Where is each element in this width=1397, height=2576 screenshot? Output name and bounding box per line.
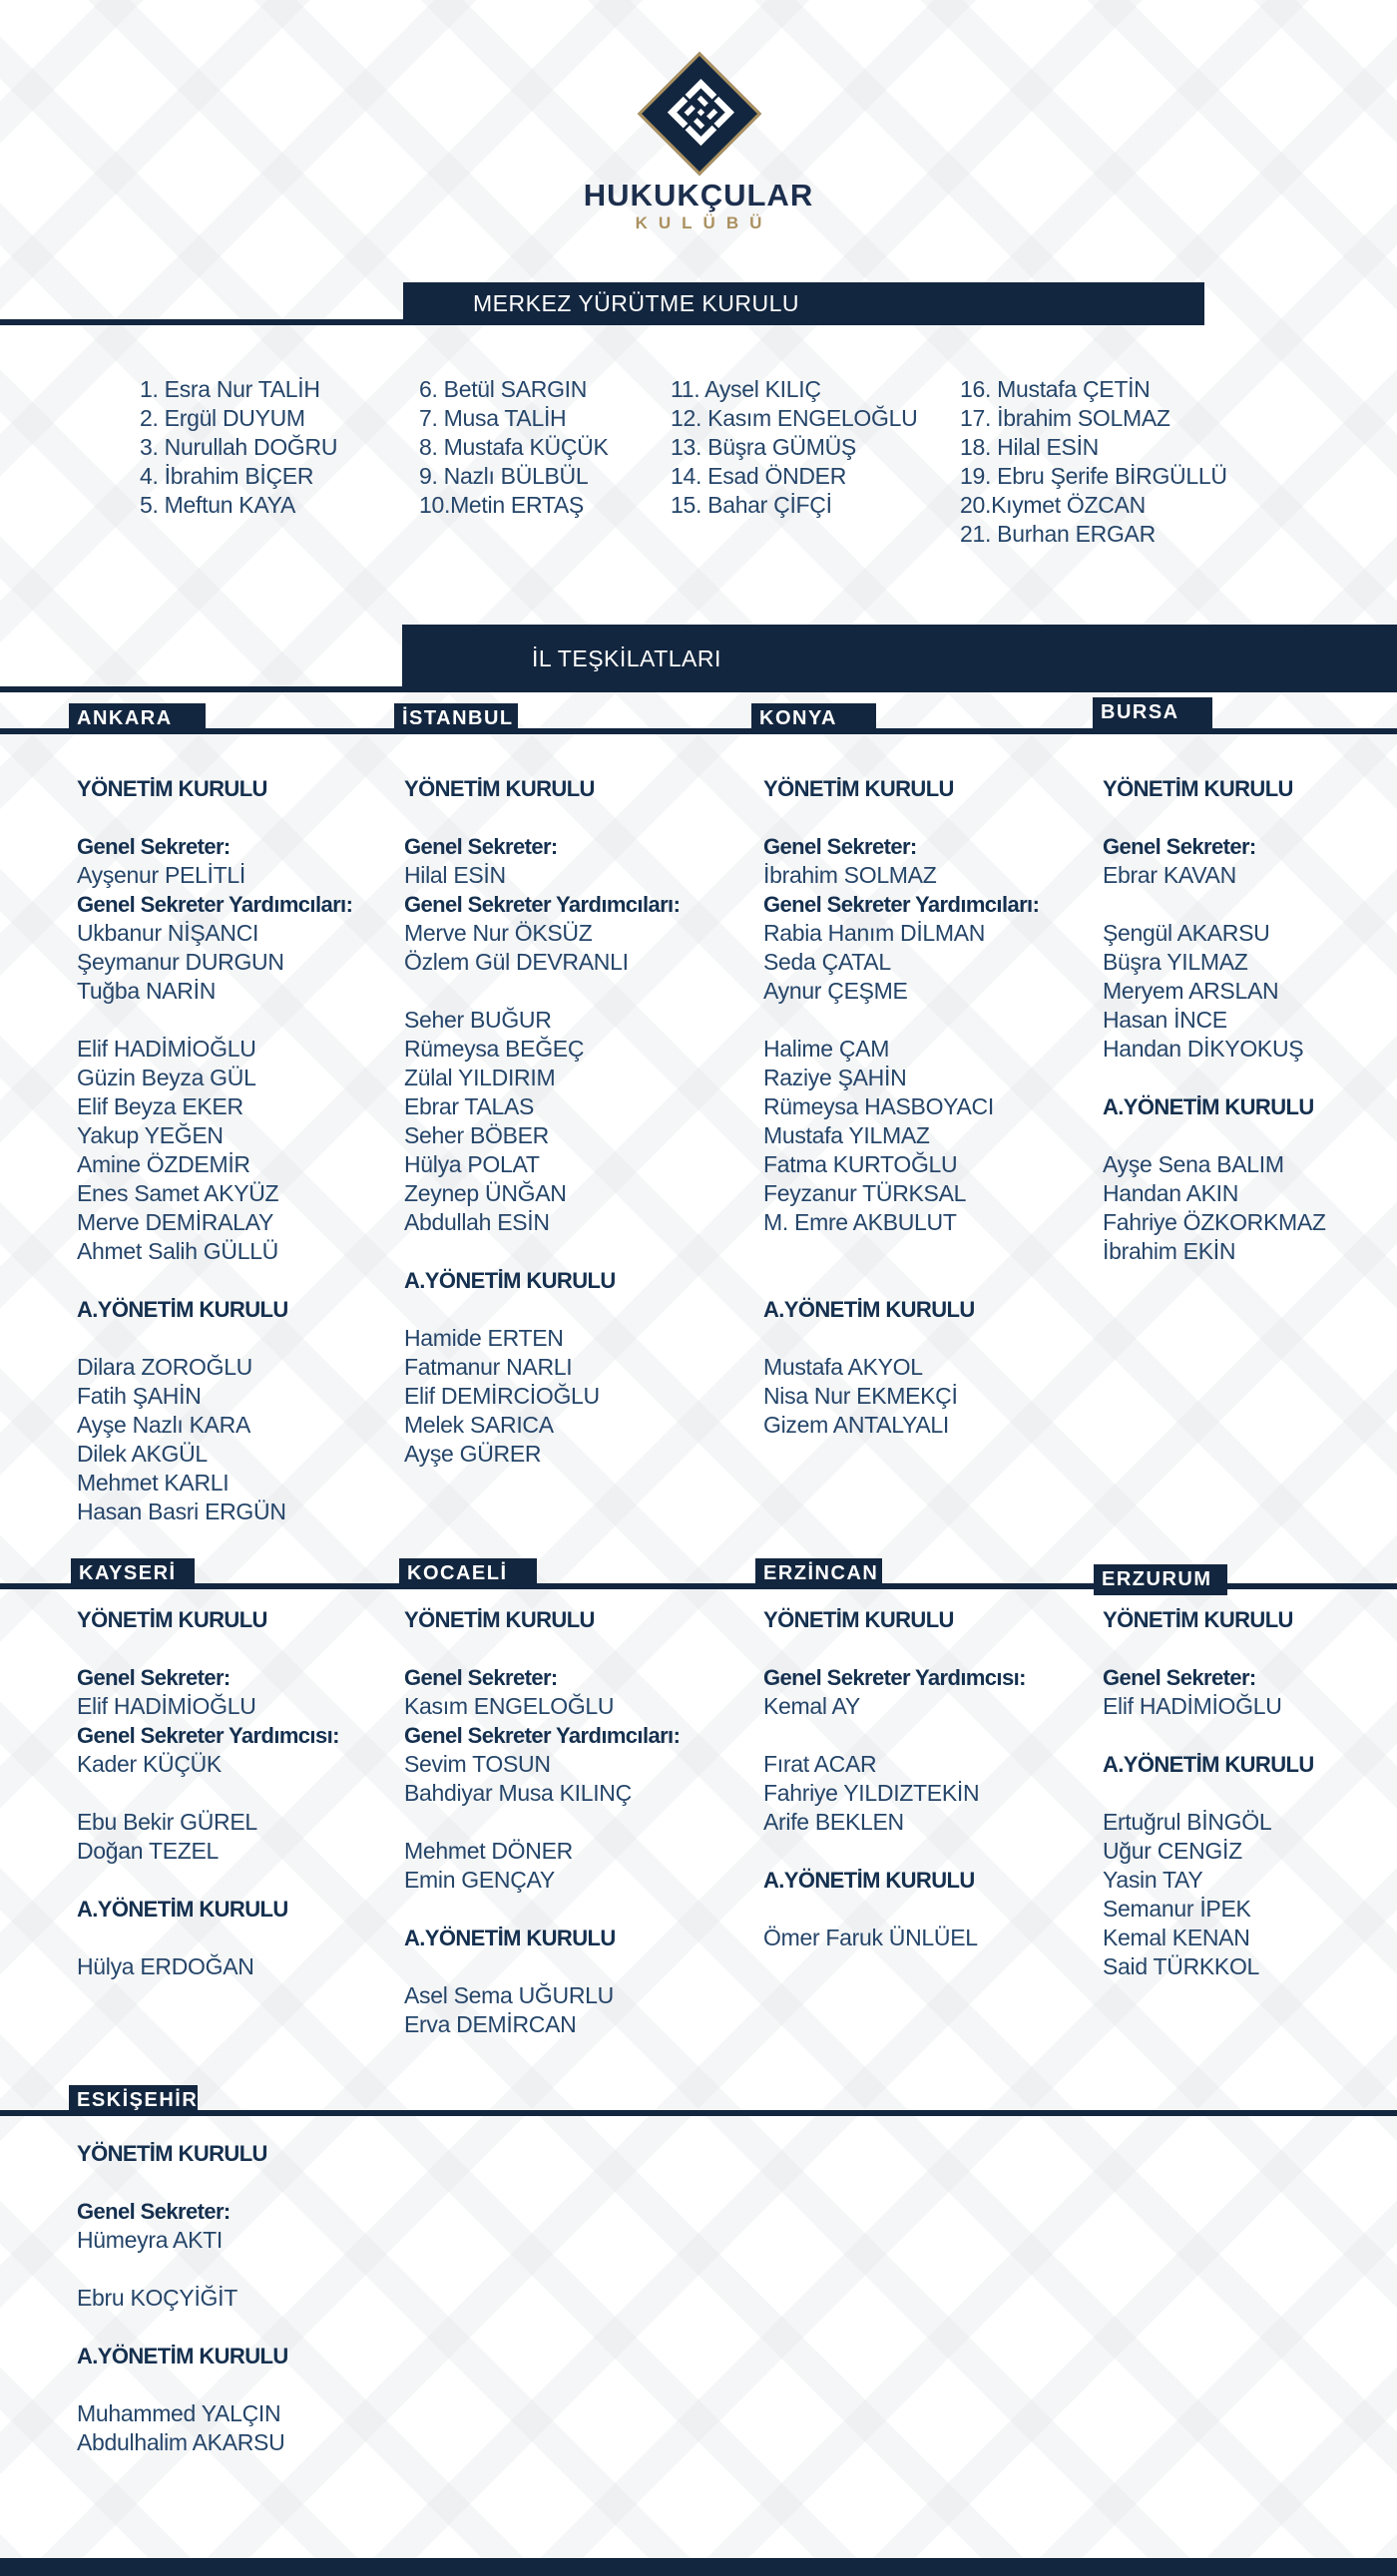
member-name: Merve Nur ÖKSÜZ bbox=[404, 920, 593, 946]
member-name: Aynur ÇEŞME bbox=[763, 978, 908, 1004]
member-name: Hümeyra AKTI bbox=[77, 2227, 223, 2253]
member-name: Elif HADİMİOĞLU bbox=[77, 1036, 256, 1062]
member-name: Ebrar KAVAN bbox=[1103, 862, 1236, 888]
member-name: Ebu Bekir GÜREL bbox=[77, 1809, 257, 1835]
merkez-column bbox=[140, 375, 337, 520]
role-label: Genel Sekreter Yardımcıları: bbox=[404, 1723, 681, 1748]
member-name: Raziye ŞAHİN bbox=[763, 1065, 907, 1090]
member-name: Hasan Basri ERGÜN bbox=[77, 1499, 286, 1524]
member-name: Meryem ARSLAN bbox=[1103, 978, 1279, 1004]
member-name: Fatih ŞAHİN bbox=[77, 1383, 202, 1409]
member-name: Seda ÇATAL bbox=[763, 949, 891, 975]
role-label: Genel Sekreter: bbox=[1103, 1665, 1256, 1690]
section-heading: YÖNETİM KURULU bbox=[77, 776, 267, 801]
section-heading: A.YÖNETİM KURULU bbox=[77, 1297, 288, 1322]
merkez-header-bar bbox=[403, 282, 1204, 325]
member-name: Rümeysa HASBOYACI bbox=[763, 1093, 994, 1119]
merkez-member-name: 13. Büşra GÜMÜŞ bbox=[671, 434, 856, 460]
member-name: Kemal AY bbox=[763, 1693, 860, 1719]
member-name: Rümeysa BEĞEÇ bbox=[404, 1036, 585, 1062]
spacer bbox=[404, 1237, 748, 1266]
merkez-member-name: 3. Nurullah DOĞRU bbox=[140, 434, 338, 460]
member-name: Hilal ESİN bbox=[404, 862, 506, 888]
member-name: Ahmet Salih GÜLLÜ bbox=[77, 1238, 278, 1264]
city-label-kocaeli: KOCAELİ bbox=[399, 1558, 537, 1589]
member-name: Elif DEMİRCİOĞLU bbox=[404, 1383, 600, 1409]
member-name: Ayşe GÜRER bbox=[404, 1441, 542, 1467]
spacer bbox=[1103, 1779, 1397, 1808]
section-heading: A.YÖNETİM KURULU bbox=[1103, 1094, 1314, 1119]
spacer bbox=[404, 1634, 748, 1663]
city-label-eskisehir: ESKİŞEHİR bbox=[69, 2085, 198, 2116]
spacer bbox=[763, 1266, 1108, 1295]
member-name: Fatmanur NARLI bbox=[404, 1354, 573, 1380]
spacer bbox=[1103, 1064, 1397, 1092]
member-name: Erva DEMİRCAN bbox=[404, 2011, 577, 2037]
spacer bbox=[77, 1779, 421, 1808]
spacer bbox=[1103, 1721, 1397, 1750]
member-name: Dilek AKGÜL bbox=[77, 1441, 208, 1467]
city-column-bursa bbox=[1103, 774, 1397, 1266]
member-name: Asel Sema UĞURLU bbox=[404, 1982, 614, 2008]
member-name: Kader KÜÇÜK bbox=[77, 1751, 222, 1777]
member-name: Muhammed YALÇIN bbox=[77, 2400, 281, 2426]
member-name: Yakup YEĞEN bbox=[77, 1122, 224, 1148]
member-name: Seher BUĞUR bbox=[404, 1007, 552, 1033]
member-name: Bahdiyar Musa KILINÇ bbox=[404, 1780, 632, 1806]
cities-row1-rule bbox=[0, 728, 1397, 734]
member-name: Hamide ERTEN bbox=[404, 1325, 564, 1351]
section-heading: A.YÖNETİM KURULU bbox=[77, 2344, 288, 2368]
city-label-erzincan: ERZİNCAN bbox=[755, 1558, 882, 1589]
member-name: Nisa Nur EKMEKÇİ bbox=[763, 1383, 958, 1409]
section-heading: A.YÖNETİM KURULU bbox=[763, 1297, 975, 1322]
city-label-erzurum: ERZURUM bbox=[1094, 1564, 1227, 1595]
member-name: Zeynep ÜNĞAN bbox=[404, 1180, 567, 1206]
logo-subtitle: KULÜBÜ bbox=[635, 214, 773, 232]
spacer bbox=[763, 1895, 1108, 1924]
member-name: Şengül AKARSU bbox=[1103, 920, 1270, 946]
role-label: Genel Sekreter Yardımcıları: bbox=[763, 892, 1040, 917]
merkez-member-name: 12. Kasım ENGELOĞLU bbox=[671, 405, 918, 431]
merkez-member-name: 16. Mustafa ÇETİN bbox=[960, 376, 1151, 402]
spacer bbox=[763, 1634, 1108, 1663]
merkez-member-name: 4. İbrahim BİÇER bbox=[140, 463, 314, 489]
merkez-member-name: 11. Aysel KILIÇ bbox=[671, 376, 821, 402]
merkez-member-name: 1. Esra Nur TALİH bbox=[140, 376, 320, 402]
spacer bbox=[763, 1006, 1108, 1035]
member-name: Emin GENÇAY bbox=[404, 1867, 555, 1893]
footer-bar bbox=[0, 2558, 1397, 2576]
merkez-member-name: 20.Kıymet ÖZCAN bbox=[960, 492, 1146, 518]
member-name: Şeymanur DURGUN bbox=[77, 949, 284, 975]
city-column-kocaeli bbox=[404, 1605, 748, 2039]
member-name: Özlem Gül DEVRANLI bbox=[404, 949, 629, 975]
city-column-ankara bbox=[77, 774, 421, 1526]
member-name: Ertuğrul BİNGÖL bbox=[1103, 1809, 1272, 1835]
section-heading: YÖNETİM KURULU bbox=[404, 776, 595, 801]
merkez-member-name: 14. Esad ÖNDER bbox=[671, 463, 847, 489]
member-name: Abdulhalim AKARSU bbox=[77, 2429, 285, 2455]
spacer bbox=[77, 2313, 421, 2342]
member-name: Hülya ERDOĞAN bbox=[77, 1953, 254, 1979]
spacer bbox=[1103, 803, 1397, 832]
spacer bbox=[1103, 1634, 1397, 1663]
spacer bbox=[763, 1324, 1108, 1353]
section-heading: YÖNETİM KURULU bbox=[1103, 1607, 1293, 1632]
member-name: Abdullah ESİN bbox=[404, 1209, 550, 1235]
merkez-column bbox=[960, 375, 1227, 549]
role-label: Genel Sekreter Yardımcıları: bbox=[77, 892, 353, 917]
merkez-member-name: 8. Mustafa KÜÇÜK bbox=[419, 434, 609, 460]
merkez-member-name: 10.Metin ERTAŞ bbox=[419, 492, 584, 518]
member-name: Büşra YILMAZ bbox=[1103, 949, 1248, 975]
section-heading: A.YÖNETİM KURULU bbox=[1103, 1752, 1314, 1777]
member-name: Tuğba NARİN bbox=[77, 978, 217, 1004]
member-name: Ebrar TALAS bbox=[404, 1093, 535, 1119]
member-name: Doğan TEZEL bbox=[77, 1838, 220, 1864]
role-label: Genel Sekreter: bbox=[404, 834, 558, 859]
member-name: Amine ÖZDEMİR bbox=[77, 1151, 250, 1177]
city-column-eskisehir bbox=[77, 2139, 421, 2457]
member-name: Ebru KOÇYİĞİT bbox=[77, 2285, 237, 2311]
city-label-kayseri: KAYSERİ bbox=[71, 1558, 195, 1589]
member-name: Fahriye YILDIZTEKİN bbox=[763, 1780, 980, 1806]
member-name: Seher BÖBER bbox=[404, 1122, 549, 1148]
member-name: Sevim TOSUN bbox=[404, 1751, 551, 1777]
member-name: Ömer Faruk ÜNLÜEL bbox=[763, 1925, 978, 1950]
member-name: Fahriye ÖZKORKMAZ bbox=[1103, 1209, 1326, 1235]
spacer bbox=[77, 1866, 421, 1895]
spacer bbox=[77, 1266, 421, 1295]
il-left-rule bbox=[0, 686, 402, 692]
city-label-bursa: BURSA bbox=[1093, 697, 1212, 728]
member-name: Ukbanur NİŞANCI bbox=[77, 920, 259, 946]
member-name: Hasan İNCE bbox=[1103, 1007, 1227, 1033]
merkez-title: MERKEZ YÜRÜTME KURULU bbox=[473, 290, 799, 316]
member-name: Ayşe Nazlı KARA bbox=[77, 1412, 251, 1438]
member-name: Handan AKIN bbox=[1103, 1180, 1239, 1206]
city-column-erzincan bbox=[763, 1605, 1108, 1952]
role-label: Genel Sekreter Yardımcısı: bbox=[763, 1665, 1026, 1690]
city-label-konya: KONYA bbox=[751, 703, 876, 734]
member-name: Zülal YILDIRIM bbox=[404, 1065, 556, 1090]
spacer bbox=[77, 1006, 421, 1035]
member-name: M. Emre AKBULUT bbox=[763, 1209, 957, 1235]
il-title: İL TEŞKİLATLARI bbox=[532, 644, 721, 671]
spacer bbox=[77, 2168, 421, 2197]
member-name: Fırat ACAR bbox=[763, 1751, 877, 1777]
member-name: Gizem ANTALYALI bbox=[763, 1412, 949, 1438]
member-name: Elif HADİMİOĞLU bbox=[1103, 1693, 1282, 1719]
member-name: Rabia Hanım DİLMAN bbox=[763, 920, 986, 946]
cities-row3-rule bbox=[0, 2110, 1397, 2116]
merkez-member-name: 21. Burhan ERGAR bbox=[960, 521, 1156, 547]
member-name: Mehmet KARLI bbox=[77, 1470, 230, 1496]
logo-diamond bbox=[638, 52, 761, 176]
merkez-member-name: 18. Hilal ESİN bbox=[960, 434, 1099, 460]
member-name: Mehmet DÖNER bbox=[404, 1838, 573, 1864]
member-name: Hülya POLAT bbox=[404, 1151, 540, 1177]
member-name: Said TÜRKKOL bbox=[1103, 1953, 1260, 1979]
merkez-member-name: 15. Bahar ÇİFÇİ bbox=[671, 492, 832, 518]
logo-kufic-icon bbox=[657, 71, 742, 157]
city-column-kayseri bbox=[77, 1605, 421, 1981]
member-name: Fatma KURTOĞLU bbox=[763, 1151, 958, 1177]
spacer bbox=[77, 2370, 421, 2399]
il-header-bar bbox=[402, 625, 1397, 692]
spacer bbox=[404, 1295, 748, 1324]
spacer bbox=[763, 1237, 1108, 1266]
member-name: Kemal KENAN bbox=[1103, 1925, 1250, 1950]
spacer bbox=[763, 1837, 1108, 1866]
role-label: Genel Sekreter: bbox=[404, 1665, 558, 1690]
member-name: Uğur CENGİZ bbox=[1103, 1838, 1242, 1864]
merkez-left-rule bbox=[0, 319, 403, 325]
member-name: Merve DEMİRALAY bbox=[77, 1209, 274, 1235]
role-label: Genel Sekreter: bbox=[77, 834, 231, 859]
spacer bbox=[77, 1634, 421, 1663]
merkez-member-name: 7. Musa TALİH bbox=[419, 405, 567, 431]
city-label-ankara: ANKARA bbox=[69, 703, 206, 734]
role-label: Genel Sekreter: bbox=[77, 1665, 231, 1690]
section-heading: A.YÖNETİM KURULU bbox=[77, 1897, 288, 1922]
member-name: İbrahim EKİN bbox=[1103, 1238, 1236, 1264]
spacer bbox=[763, 1721, 1108, 1750]
member-name: Elif HADİMİOĞLU bbox=[77, 1693, 256, 1719]
city-label-istanbul: İSTANBUL bbox=[394, 703, 518, 734]
role-label: Genel Sekreter Yardımcıları: bbox=[404, 892, 681, 917]
spacer bbox=[404, 1895, 748, 1924]
merkez-member-name: 5. Meftun KAYA bbox=[140, 492, 296, 518]
section-heading: YÖNETİM KURULU bbox=[763, 776, 954, 801]
merkez-member-name: 17. İbrahim SOLMAZ bbox=[960, 405, 1170, 431]
merkez-member-name: 19. Ebru Şerife BİRGÜLLÜ bbox=[960, 463, 1227, 489]
merkez-column bbox=[419, 375, 609, 520]
section-heading: YÖNETİM KURULU bbox=[77, 2141, 267, 2166]
member-name: Yasin TAY bbox=[1103, 1867, 1203, 1893]
city-column-erzurum bbox=[1103, 1605, 1397, 1981]
member-name: Mustafa AKYOL bbox=[763, 1354, 923, 1380]
section-heading: A.YÖNETİM KURULU bbox=[404, 1926, 616, 1950]
role-label: Genel Sekreter: bbox=[763, 834, 917, 859]
section-heading: YÖNETİM KURULU bbox=[404, 1607, 595, 1632]
merkez-member-name: 6. Betül SARGIN bbox=[419, 376, 588, 402]
member-name: Halime ÇAM bbox=[763, 1036, 890, 1062]
member-name: Enes Samet AKYÜZ bbox=[77, 1180, 279, 1206]
section-heading: YÖNETİM KURULU bbox=[77, 1607, 267, 1632]
member-name: Ayşe Sena BALIM bbox=[1103, 1151, 1284, 1177]
member-name: Handan DİKYOKUŞ bbox=[1103, 1036, 1304, 1062]
spacer bbox=[404, 803, 748, 832]
spacer bbox=[404, 977, 748, 1006]
spacer bbox=[77, 1924, 421, 1952]
role-label: Genel Sekreter Yardımcısı: bbox=[77, 1723, 339, 1748]
member-name: İbrahim SOLMAZ bbox=[763, 862, 937, 888]
spacer bbox=[763, 803, 1108, 832]
spacer bbox=[77, 1324, 421, 1353]
member-name: Mustafa YILMAZ bbox=[763, 1122, 930, 1148]
merkez-member-name: 9. Nazlı BÜLBÜL bbox=[419, 463, 589, 489]
section-heading: YÖNETİM KURULU bbox=[1103, 776, 1293, 801]
section-heading: A.YÖNETİM KURULU bbox=[763, 1868, 975, 1893]
spacer bbox=[404, 1808, 748, 1837]
section-heading: A.YÖNETİM KURULU bbox=[404, 1268, 616, 1293]
role-label: Genel Sekreter: bbox=[77, 2199, 231, 2224]
role-label: Genel Sekreter: bbox=[1103, 834, 1256, 859]
member-name: Melek SARICA bbox=[404, 1412, 554, 1438]
member-name: Elif Beyza EKER bbox=[77, 1093, 243, 1119]
member-name: Güzin Beyza GÜL bbox=[77, 1065, 256, 1090]
member-name: Arife BEKLEN bbox=[763, 1809, 904, 1835]
merkez-column bbox=[671, 375, 917, 520]
spacer bbox=[1103, 890, 1397, 919]
city-column-konya bbox=[763, 774, 1108, 1440]
spacer bbox=[1103, 1121, 1397, 1150]
logo-title: HUKUKÇULAR bbox=[583, 178, 814, 213]
section-heading: YÖNETİM KURULU bbox=[763, 1607, 954, 1632]
member-name: Feyzanur TÜRKSAL bbox=[763, 1180, 967, 1206]
member-name: Dilara ZOROĞLU bbox=[77, 1354, 252, 1380]
member-name: Ayşenur PELİTLİ bbox=[77, 862, 245, 888]
spacer bbox=[77, 803, 421, 832]
city-column-istanbul bbox=[404, 774, 748, 1469]
merkez-member-name: 2. Ergül DUYUM bbox=[140, 405, 305, 431]
member-name: Semanur İPEK bbox=[1103, 1896, 1251, 1922]
spacer bbox=[404, 1952, 748, 1981]
spacer bbox=[77, 2255, 421, 2284]
member-name: Kasım ENGELOĞLU bbox=[404, 1693, 615, 1719]
